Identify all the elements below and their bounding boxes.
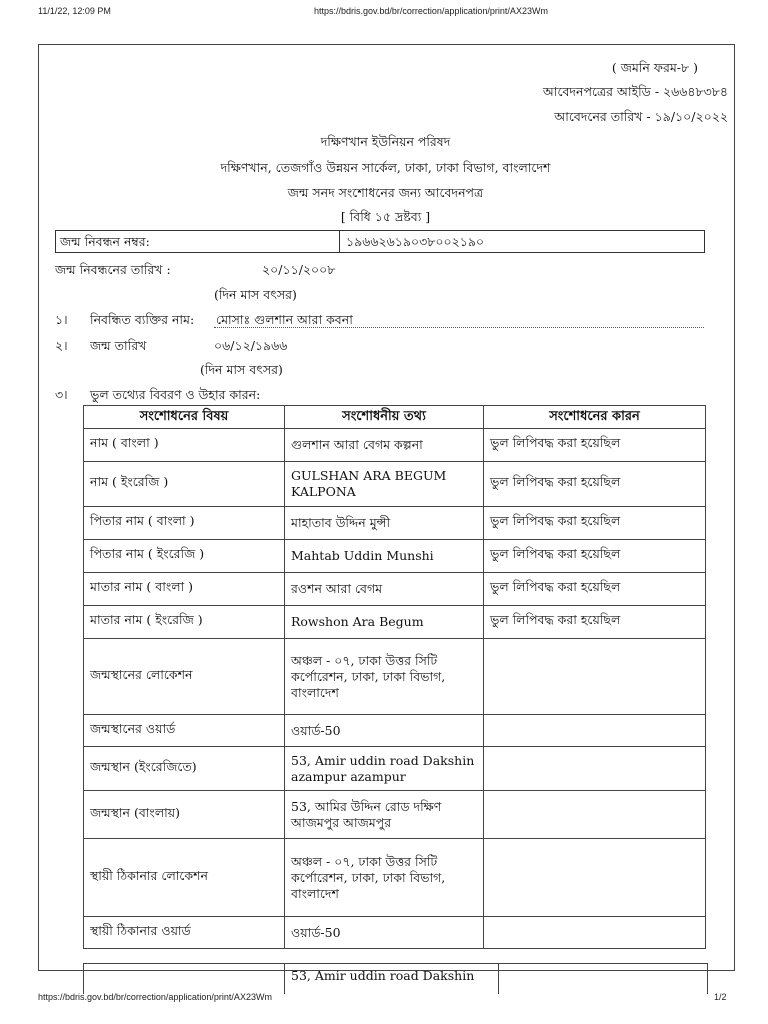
header-reason: সংশোধনের কারন xyxy=(484,406,706,429)
row-reason: ভুল লিপিবদ্ধ করা হয়েছিল xyxy=(484,606,706,639)
row-reason: ভুল লিপিবদ্ধ করা হয়েছিল xyxy=(484,507,706,540)
row-subject: মাতার নাম ( ইংরেজি ) xyxy=(84,606,285,639)
row-subject: জন্মস্থান (ইংরেজিতে) xyxy=(84,747,285,791)
error-detail-label: ভুল তথ্যের বিবরণ ও উহার কারন: xyxy=(90,387,261,402)
cut-row-info: 53, Amir uddin road Dakshin xyxy=(291,968,475,983)
form-number: ( জমনি ফরম-৮ ) xyxy=(611,60,698,75)
row-subject: পিতার নাম ( ইংরেজি ) xyxy=(84,540,285,573)
row-reason xyxy=(484,839,706,917)
cut-row-divider xyxy=(498,964,499,994)
header-info: সংশোধনীয় তথ্য xyxy=(285,406,484,429)
row-subject: জন্মস্থান (বাংলায়) xyxy=(84,791,285,839)
application-date: আবেদনের তারিখ - ১৯/১০/২০২২ xyxy=(554,109,728,124)
table-row xyxy=(84,917,706,949)
item-2-number: ২। xyxy=(55,338,68,353)
table-row xyxy=(84,429,706,462)
table-row xyxy=(84,507,706,540)
row-subject: নাম ( বাংলা ) xyxy=(84,429,285,462)
application-id: আবেদনপত্রের আইডি - ২৬৬৪৮৩৮৪ xyxy=(542,84,728,99)
row-reason: ভুল লিপিবদ্ধ করা হয়েছিল xyxy=(484,540,706,573)
table-row-cut-off xyxy=(83,963,708,994)
office-address: দক্ষিণখান, তেজগাঁও উন্নয়ন সার্কেল, ঢাকা, ঢাকা বিভাগ, বাংলাদেশ xyxy=(220,160,551,175)
rule-reference: [ বিধি ১৫ দ্রষ্টব্য ] xyxy=(340,209,431,224)
table-row xyxy=(84,747,706,791)
item-1-number: ১। xyxy=(55,312,68,327)
table-row xyxy=(84,715,706,747)
item-3-number: ৩। xyxy=(55,387,68,402)
row-info: ওয়ার্ড-50 xyxy=(285,715,484,747)
row-reason xyxy=(484,917,706,949)
name-dotted-line xyxy=(214,327,704,328)
row-info: রওশন আরা বেগম xyxy=(285,573,484,606)
row-reason xyxy=(484,791,706,839)
row-info: মাহাতাব উদ্দিন মুন্সী xyxy=(285,507,484,540)
table-row xyxy=(84,639,706,715)
cut-row-divider xyxy=(284,964,285,994)
row-subject: নাম ( ইংরেজি ) xyxy=(84,462,285,507)
row-subject: পিতার নাম ( বাংলা ) xyxy=(84,507,285,540)
registration-number-value: ১৯৬৬২৬১৯০৩৮০০২১৯০ xyxy=(346,234,485,249)
row-info: অঞ্চল - ০৭, ঢাকা উত্তর সিটি কর্পোরেশন, ঢাকা, ঢাকা বিভাগ, বাংলাদেশ xyxy=(285,839,484,917)
row-subject: মাতার নাম ( বাংলা ) xyxy=(84,573,285,606)
row-reason xyxy=(484,747,706,791)
form-title: জন্ম সনদ সংশোধনের জন্য আবেদনপত্র xyxy=(287,185,484,200)
row-info: অঞ্চল - ০৭, ঢাকা উত্তর সিটি কর্পোরেশন, ঢাকা, ঢাকা বিভাগ, বাংলাদেশ xyxy=(285,639,484,715)
row-subject: জন্মস্থানের ওয়ার্ড xyxy=(84,715,285,747)
row-info: Rowshon Ara Begum xyxy=(285,606,484,639)
table-header-row xyxy=(84,406,706,429)
dob-label: জন্ম তারিখ xyxy=(90,338,147,353)
registered-name-label: নিবন্ধিত ব্যক্তির নাম: xyxy=(90,312,195,327)
table-row xyxy=(84,606,706,639)
row-info: Mahtab Uddin Munshi xyxy=(285,540,484,573)
office-name: দক্ষিণখান ইউনিয়ন পরিষদ xyxy=(320,134,451,149)
registered-name-value: মোসাঃ গুলশান আরা কবনা xyxy=(216,312,353,327)
row-subject: স্থায়ী ঠিকানার ওয়ার্ড xyxy=(84,917,285,949)
table-row xyxy=(84,462,706,507)
row-subject: জন্মস্থানের লোকেশন xyxy=(84,639,285,715)
row-reason: ভুল লিপিবদ্ধ করা হয়েছিল xyxy=(484,462,706,507)
table-row xyxy=(84,573,706,606)
row-info: 53, আমির উদ্দিন রোড দক্ষিণ আজমপুর আজমপুর xyxy=(285,791,484,839)
registration-box-divider xyxy=(339,231,340,252)
page-number: 1/2 xyxy=(714,992,727,1002)
print-url: https://bdris.gov.bd/br/correction/application/print/AX23Wm xyxy=(314,6,548,16)
dob-value: ০৬/১২/১৯৬৬ xyxy=(214,338,288,353)
correction-table xyxy=(83,405,706,949)
row-info: গুলশান আরা বেগম কল্পনা xyxy=(285,429,484,462)
row-reason: ভুল লিপিবদ্ধ করা হয়েছিল xyxy=(484,429,706,462)
row-reason: ভুল লিপিবদ্ধ করা হয়েছিল xyxy=(484,573,706,606)
registration-date-label: জন্ম নিবন্ধনের তারিখ : xyxy=(55,262,171,277)
row-info: ওয়ার্ড-50 xyxy=(285,917,484,949)
table-row xyxy=(84,839,706,917)
registration-number-box xyxy=(55,230,705,253)
registration-number-label: জন্ম নিবন্ধন নম্বর: xyxy=(60,234,150,249)
table-row xyxy=(84,791,706,839)
table-row xyxy=(84,540,706,573)
row-reason xyxy=(484,715,706,747)
row-info: GULSHAN ARA BEGUM KALPONA xyxy=(285,462,484,507)
registration-date-value: ২০/১১/২০০৮ xyxy=(262,262,336,277)
header-subject: সংশোধনের বিষয় xyxy=(84,406,285,429)
row-subject: স্থায়ী ঠিকানার লোকেশন xyxy=(84,839,285,917)
registration-date-hint: (দিন মাস বৎসর) xyxy=(214,287,297,302)
footer-url: https://bdris.gov.bd/br/correction/application/print/AX23Wm xyxy=(38,992,272,1002)
row-info: 53, Amir uddin road Dakshin azampur azampur xyxy=(285,747,484,791)
print-datetime: 11/1/22, 12:09 PM xyxy=(38,6,111,16)
row-reason xyxy=(484,639,706,715)
dob-hint: (দিন মাস বৎসর) xyxy=(200,362,283,377)
